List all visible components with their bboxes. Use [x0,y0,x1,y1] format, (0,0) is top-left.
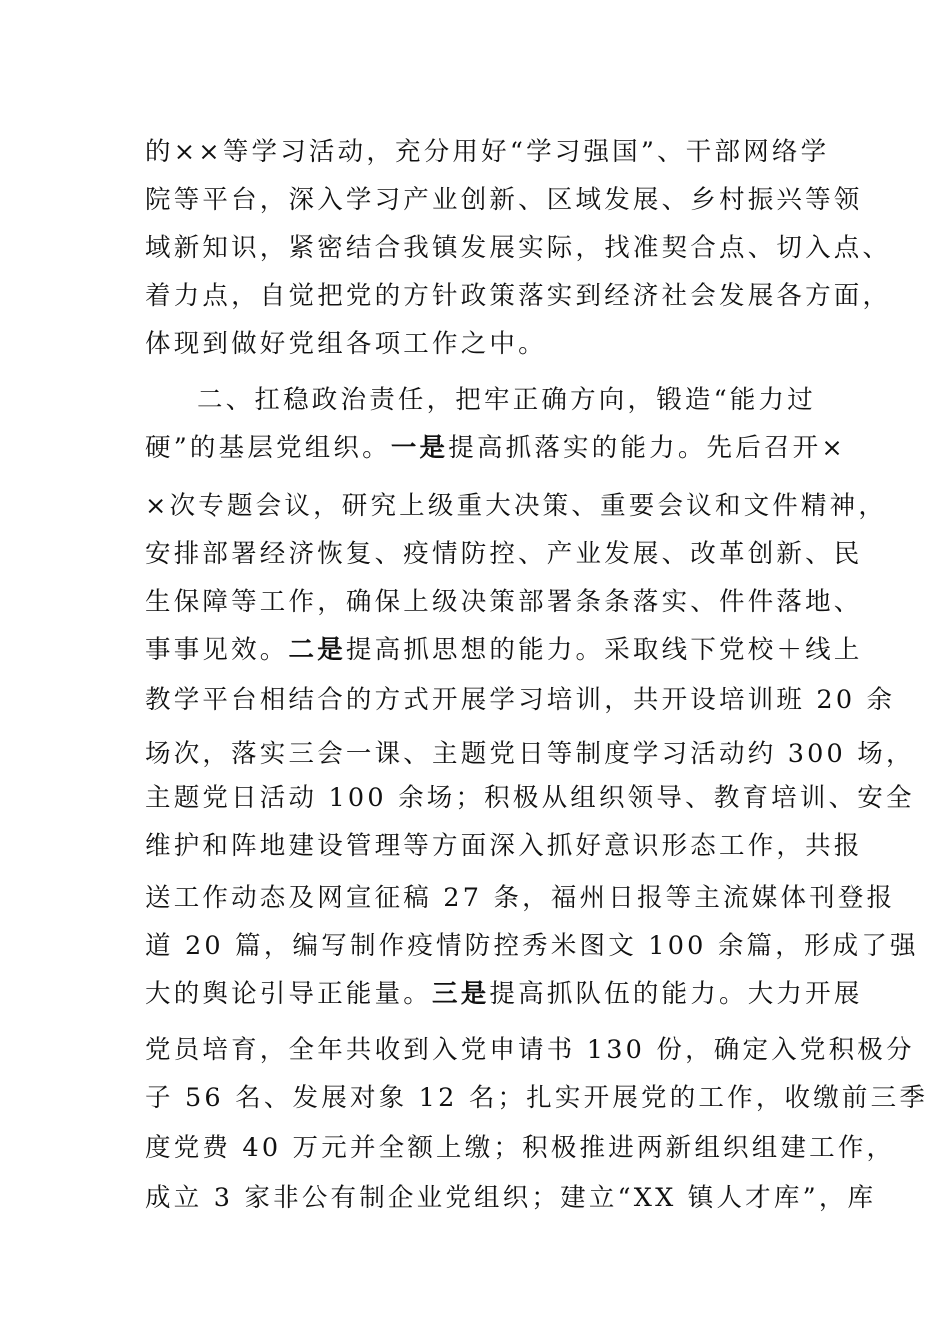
line-text: 提高抓思想的能力。采取线下党校＋线上 [345,635,863,665]
paragraph-line [145,974,863,1014]
paragraph-line: ×次专题会议，研究上级重大决策、重要会议和文件精神， [145,491,888,521]
line-text: 提高抓落实的能力。先后召开× [448,433,846,463]
paragraph-line: 主题党日活动 100 余场；积极从组织领导、教育培训、安全 [145,783,915,813]
paragraph-line: 安排部署经济恢复、疫情防控、产业发展、改革创新、民 [145,539,863,569]
paragraph-line: 子 56 名、发展对象 12 名；扎实开展党的工作，收缴前三季 [145,1083,929,1113]
line-text: 提高抓队伍的能力。大力开展 [489,979,863,1009]
bold-emphasis: 一是 [390,433,449,463]
paragraph-line: 着力点，自觉把党的方针政策落实到经济社会发展各方面， [145,281,892,311]
line-text: 事事见效。 [145,635,289,665]
bold-emphasis: 三是 [432,979,490,1009]
paragraph-line [145,630,863,670]
paragraph-line: 院等平台，深入学习产业创新、区域发展、乡村振兴等领 [145,185,863,215]
section-heading-line: 二、扛稳政治责任，把牢正确方向，锻造“能力过 [197,385,816,415]
paragraph-line: 维护和阵地建设管理等方面深入抓好意识形态工作，共报 [145,831,863,861]
paragraph-line: 度党费 40 万元并全额上缴；积极推进两新组织组建工作， [145,1133,896,1163]
paragraph-line: 生保障等工作，确保上级决策部署条条落实、件件落地、 [145,587,863,617]
paragraph-line: 道 20 篇，编写制作疫情防控秀米图文 100 余篇，形成了强 [145,931,919,961]
paragraph-line: 场次，落实三会一课、主题党日等制度学习活动约 300 场， [145,739,915,769]
line-text: 硬”的基层党组织。 [145,433,391,463]
paragraph-line: 成立 3 家非公有制企业党组织；建立“XX 镇人才库”，库 [145,1183,877,1213]
paragraph-line: 域新知识，紧密结合我镇发展实际，找准契合点、切入点、 [145,233,892,263]
paragraph-line [145,428,846,468]
paragraph-line: 的××等学习活动，充分用好“学习强国”、干部网络学 [145,137,830,167]
paragraph-line: 体现到做好党组各项工作之中。 [145,329,547,359]
bold-emphasis: 二是 [288,635,346,665]
paragraph-line: 送工作动态及网宣征稿 27 条，福州日报等主流媒体刊登报 [145,883,896,913]
paragraph-line: 教学平台相结合的方式开展学习培训，共开设培训班 20 余 [145,685,896,715]
paragraph-line: 党员培育，全年共收到入党申请书 130 份，确定入党积极分 [145,1035,915,1065]
line-text: 大的舆论引导正能量。 [145,979,433,1009]
